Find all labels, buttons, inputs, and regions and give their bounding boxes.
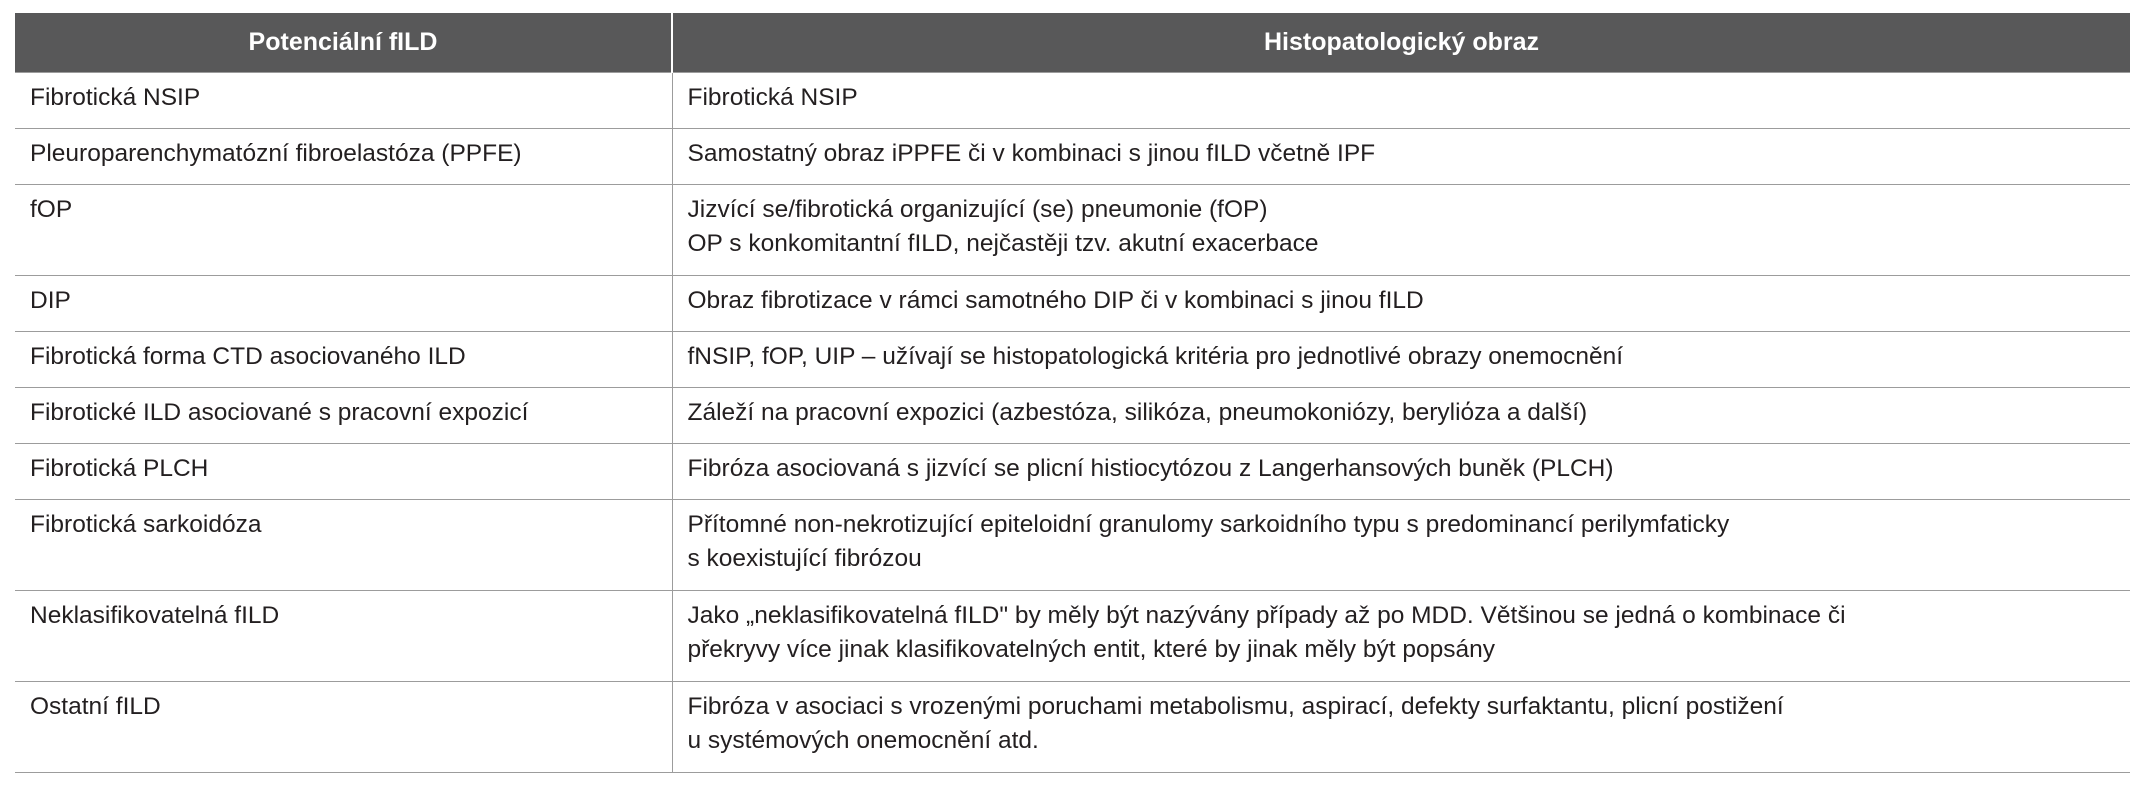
table-row [15,444,2130,500]
table-row [15,332,2130,388]
cell-histo-line: Přítomné non-nekrotizující epiteloidní granulomy sarkoidního typu s predominancí perilymfaticky [687,511,1730,538]
column-header-fild: Potenciální fILD [15,13,672,73]
table-row [15,73,2130,129]
table-row [15,500,2130,591]
cell-fild: Fibrotická NSIP [15,73,672,129]
cell-histo-line: Záleží na pracovní expozici (azbestóza, silikóza, pneumokoniózy, beryliόza a další) [687,399,1588,426]
cell-histo [672,332,2130,388]
cell-histo-line: Samostatný obraz iPPFE či v kombinaci s jinou fILD včetně IPF [687,140,1376,167]
cell-histo-line: Fibróza v asociaci s vrozenými poruchami metabolismu, aspirací, defekty surfaktantu, plicní postižení [687,693,1784,720]
cell-fild: Fibrotická PLCH [15,444,672,500]
cell-histo-line: OP s konkomitantní fILD, nejčastěji tzv. akutní exacerbace [687,229,1319,257]
table-row [15,276,2130,332]
table-row [15,388,2130,444]
cell-histo-line: Obraz fibrotizace v rámci samotného DIP či v kombinaci s jinou fILD [687,287,1424,314]
cell-histo [672,444,2130,500]
cell-histo [672,591,2130,682]
cell-histo-line: Jako „neklasifikovatelná fILD" by měly být nazývány případy až po MDD. Většinou se jedná o kombinace či [687,602,1846,629]
table-header-row [15,13,2130,73]
fild-table [15,13,2130,773]
table-row [15,129,2130,185]
cell-histo [672,185,2130,276]
cell-fild: Fibrotická sarkoidóza [15,500,672,591]
cell-histo-line: Fibrotická NSIP [687,84,858,111]
cell-histo-line: Jizvící se/fibrotická organizující (se) pneumonie (fOP) [687,196,1268,223]
column-header-histo: Histopatologický obraz [672,13,2130,73]
cell-histo [672,129,2130,185]
table-row [15,591,2130,682]
document-page [15,13,2130,773]
cell-histo-line: fNSIP, fOP, UIP – užívají se histopatologická kritéria pro jednotlivé obrazy onemocnění [687,343,1624,370]
cell-fild: Pleuroparenchymatózní fibroelastóza (PPFE) [15,129,672,185]
cell-histo [672,73,2130,129]
table-row [15,185,2130,276]
cell-fild: Ostatní fILD [15,682,672,773]
cell-fild: DIP [15,276,672,332]
cell-histo [672,682,2130,773]
cell-histo [672,500,2130,591]
cell-fild: Fibrotická forma CTD asociovaného ILD [15,332,672,388]
table-row [15,682,2130,773]
cell-histo [672,276,2130,332]
cell-fild: Fibrotické ILD asociované s pracovní expozicí [15,388,672,444]
cell-histo-line: překryvy více jinak klasifikovatelných entit, které by jinak měly být popsány [687,635,1495,663]
cell-histo-line: Fibróza asociovaná s jizvící se plicní histiocytózou z Langerhansových buněk (PLCH) [687,455,1614,482]
cell-fild: Neklasifikovatelná fILD [15,591,672,682]
cell-histo-line: u systémových onemocnění atd. [687,726,1039,754]
cell-histo-line: s koexistující fibrózou [687,544,922,572]
cell-fild: fOP [15,185,672,276]
cell-histo [672,388,2130,444]
